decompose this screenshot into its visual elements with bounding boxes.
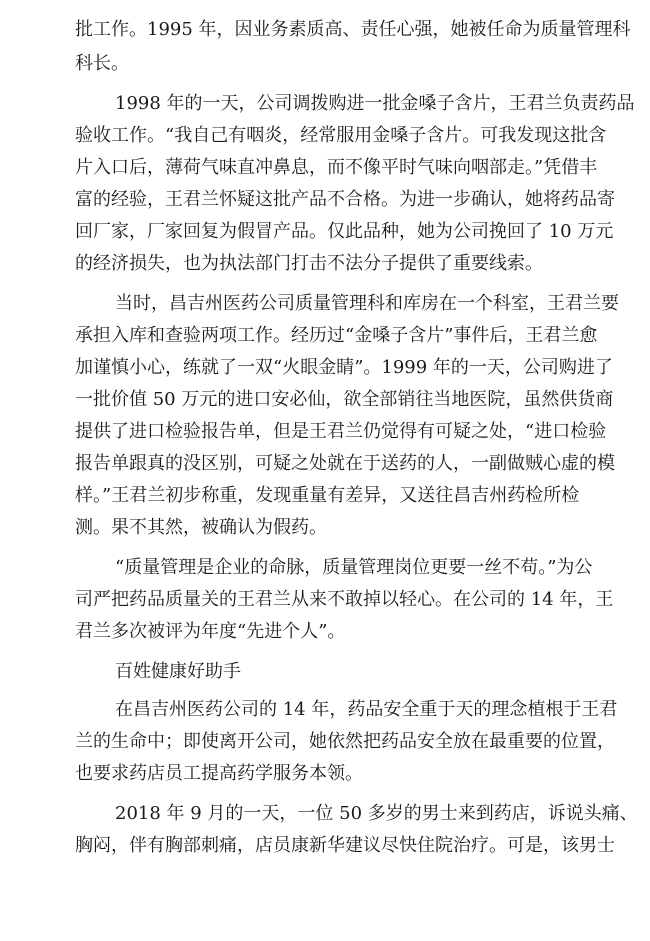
text-line: 司严把药品质量关的王君兰从来不敢掉以轻心。在公司的 14 年，王 bbox=[75, 589, 614, 610]
text-line: “质量管理是企业的命脉，质量管理岗位更要一丝不苟。”为公 bbox=[115, 557, 593, 578]
text-line: 验收工作。“我自己有咽炎，经常服用金嗓子含片。可我发现这批含 bbox=[75, 125, 607, 146]
text-line: 测。果不其然，被确认为假药。 bbox=[75, 517, 327, 538]
text-line: 报告单跟真的没区别，可疑之处就在于送药的人，一副做贼心虚的模 bbox=[75, 453, 615, 474]
text-line: 胸闷，伴有胸部刺痛，店员康新华建议尽快住院治疗。可是，该男士 bbox=[75, 835, 615, 856]
text-line: 也要求药店员工提高药学服务本领。 bbox=[75, 763, 363, 784]
text-line: 承担入库和查验两项工作。经历过“金嗓子含片”事件后，王君兰愈 bbox=[75, 325, 598, 346]
text-line: 科长。 bbox=[75, 53, 129, 74]
text-line: 的经济损失，也为执法部门打击不法分子提供了重要线索。 bbox=[75, 253, 543, 274]
text-line: 君兰多次被评为年度“先进个人”。 bbox=[75, 621, 346, 642]
text-line: 1998 年的一天，公司调拨购进一批金嗓子含片，王君兰负责药品 bbox=[115, 93, 635, 114]
text-line: 富的经验，王君兰怀疑这批产品不合格。为进一步确认，她将药品寄 bbox=[75, 189, 615, 210]
text-line: 片入口后，薄荷气味直冲鼻息，而不像平时气味向咽部走。”凭借丰 bbox=[75, 157, 598, 178]
text-line: 样。”王君兰初步称重，发现重量有差异，又送往昌吉州药检所检 bbox=[75, 485, 580, 506]
text-line: 当时，昌吉州医药公司质量管理科和库房在一个科室，王君兰要 bbox=[115, 293, 619, 314]
text-line: 提供了进口检验报告单，但是王君兰仍觉得有可疑之处，“进口检验 bbox=[75, 421, 607, 442]
text-line: 加谨慎小心，练就了一双“火眼金睛”。1999 年的一天，公司购进了 bbox=[75, 357, 613, 378]
text-line: 回厂家，厂家回复为假冒产品。仅此品种，她为公司挽回了 10 万元 bbox=[75, 221, 614, 242]
text-line: 2018 年 9 月的一天，一位 50 多岁的男士来到药店，诉说头痛、 bbox=[115, 803, 638, 824]
text-line: 在昌吉州医药公司的 14 年，药品安全重于天的理念植根于王君 bbox=[115, 699, 618, 720]
section-heading: 百姓健康好助手 bbox=[115, 661, 241, 682]
text-line: 一批价值 50 万元的进口安必仙，欲全部销往当地医院，虽然供货商 bbox=[75, 389, 614, 410]
text-line: 批工作。1995 年，因业务素质高、责任心强，她被任命为质量管理科 bbox=[75, 19, 631, 40]
text-line: 兰的生命中；即使离开公司，她依然把药品安全放在最重要的位置， bbox=[75, 731, 615, 752]
